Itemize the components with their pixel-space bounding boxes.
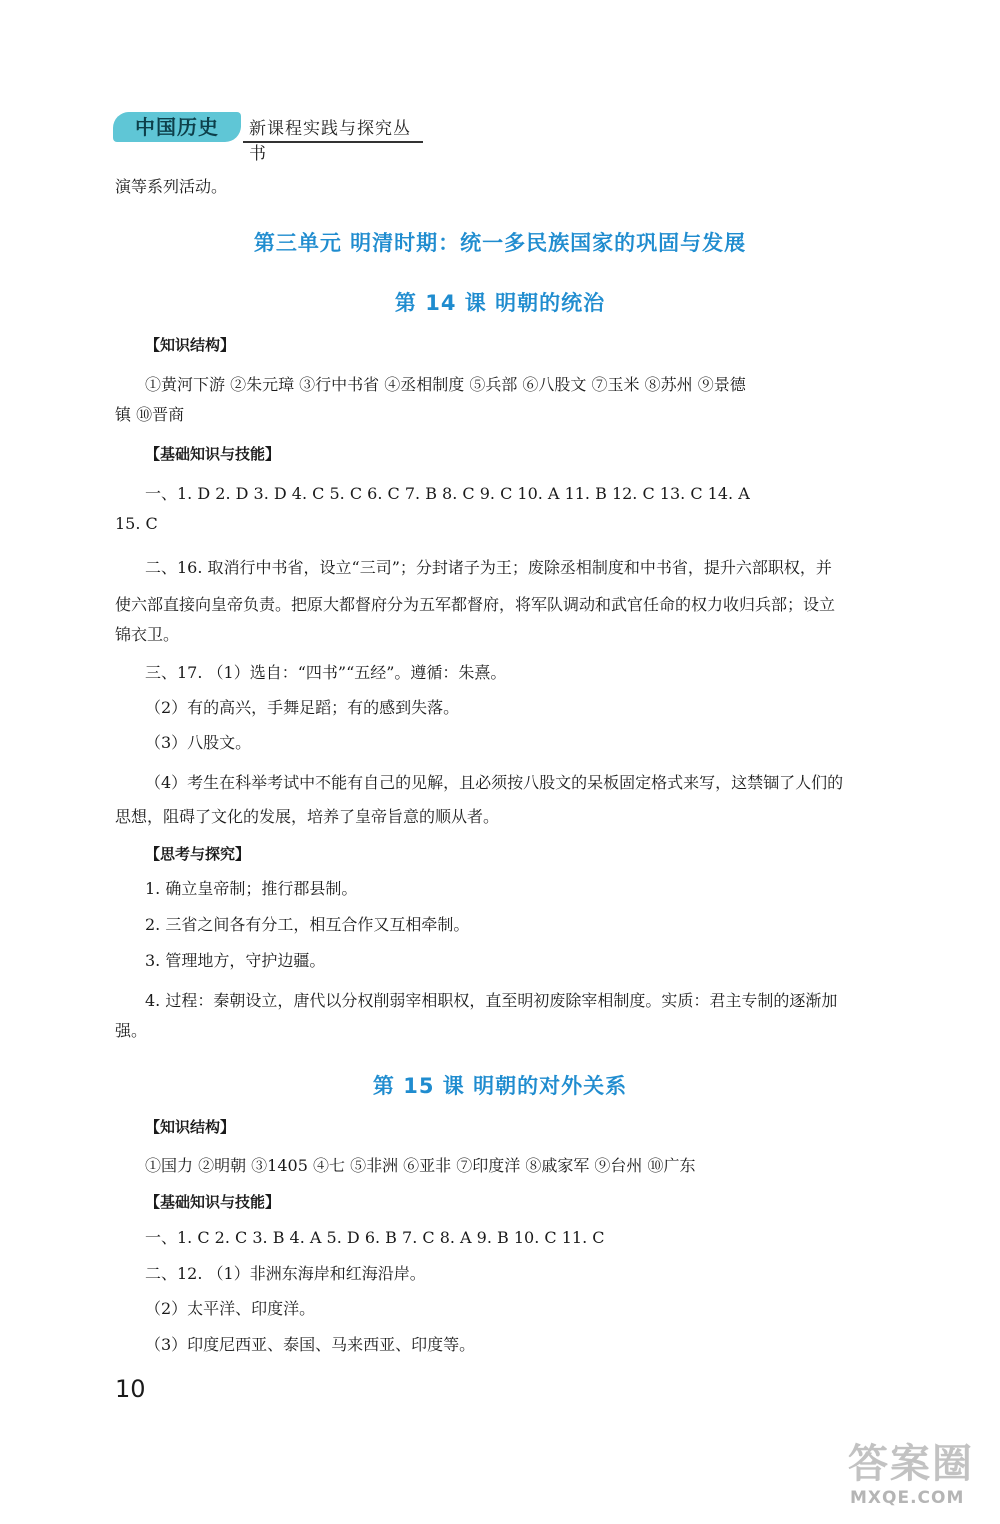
choice-answers-15: 一、1. C 2. C 3. B 4. A 5. D 6. B 7. C 8. A 9. B 10. C 11. C — [145, 1228, 605, 1247]
header-underline — [243, 141, 423, 143]
series-title: 新课程实践与探究丛书 — [249, 119, 411, 164]
watermark-logo-text: 答案圈 — [848, 1441, 974, 1487]
unit-title: 第三单元 明清时期：统一多民族国家的巩固与发展 — [253, 231, 747, 255]
q16-answer: 二、16. 取消行中书省，设立“三司”；分封诸子为王；废除丞相制度和中书省，提升六部职权，并 — [145, 558, 832, 577]
lesson-15-title: 第 15 课 明朝的对外关系 — [372, 1074, 628, 1098]
think-answer-4-cont: 强。 — [115, 1021, 148, 1040]
lesson-14-title: 第 14 课 明朝的统治 — [394, 291, 606, 315]
structure-answers: ①黄河下游 ②朱元璋 ③行中书省 ④丞相制度 ⑤兵部 ⑥八股文 ⑦玉米 ⑧苏州 ⑨景德 — [145, 375, 746, 394]
site-watermark — [848, 1432, 988, 1516]
section-tag-basic: 【基础知识与技能】 — [145, 445, 281, 463]
book-header — [113, 110, 423, 164]
think-answer-2: 2. 三省之间各有分工，相互合作又互相牵制。 — [145, 915, 470, 934]
subject-badge-label: 中国历史 — [135, 115, 219, 139]
q16-answer-cont2: 锦衣卫。 — [115, 625, 180, 644]
q17-part4: （4）考生在科举考试中不能有自己的见解，且必须按八股文的呆板固定格式来写，这禁锢了人们的 — [145, 773, 844, 792]
page-number: 10 — [115, 1375, 146, 1403]
q12-part3: （3）印度尼西亚、泰国、马来西亚、印度等。 — [145, 1335, 476, 1354]
section-tag-structure-15: 【知识结构】 — [145, 1118, 236, 1136]
q16-answer-cont: 使六部直接向皇帝负责。把原大都督府分为五军都督府，将军队调动和武官任命的权力收归兵部；设立 — [115, 595, 836, 614]
structure-answers-cont: 镇 ⑩晋商 — [115, 405, 185, 424]
think-answer-3: 3. 管理地方，守护边疆。 — [145, 951, 326, 970]
choice-answers: 一、1. D 2. D 3. D 4. C 5. C 6. C 7. B 8. C 9. C 10. A 11. B 12. C 13. C 14. A — [145, 484, 750, 503]
q17-part2: （2）有的高兴，手舞足蹈；有的感到失落。 — [145, 698, 460, 717]
q17-part3: （3）八股文。 — [145, 733, 252, 752]
section-tag-structure: 【知识结构】 — [145, 336, 236, 354]
q12-part1: 二、12. （1）非洲东海岸和红海沿岸。 — [145, 1264, 426, 1283]
q17-part1: 三、17. （1）选自：“四书”“五经”。遵循：朱熹。 — [145, 663, 507, 682]
section-tag-think: 【思考与探究】 — [145, 845, 251, 863]
continuation-text: 演等系列活动。 — [115, 177, 228, 196]
section-tag-basic-15: 【基础知识与技能】 — [145, 1193, 281, 1211]
structure-answers-15: ①国力 ②明朝 ③1405 ④七 ⑤非洲 ⑥亚非 ⑦印度洋 ⑧戚家军 ⑨台州 ⑩广东 — [145, 1156, 696, 1175]
watermark-url: MXQE.COM — [850, 1488, 965, 1508]
q12-part2: （2）太平洋、印度洋。 — [145, 1299, 316, 1318]
choice-answers-cont: 15. C — [115, 514, 158, 533]
think-answer-1: 1. 确立皇帝制；推行郡县制。 — [145, 879, 358, 898]
think-answer-4: 4. 过程：秦朝设立，唐代以分权削弱宰相职权，直至明初废除宰相制度。实质：君主专制的逐渐加 — [145, 991, 838, 1010]
q17-part4-cont: 思想，阻碍了文化的发展，培养了皇帝旨意的顺从者。 — [115, 807, 500, 826]
